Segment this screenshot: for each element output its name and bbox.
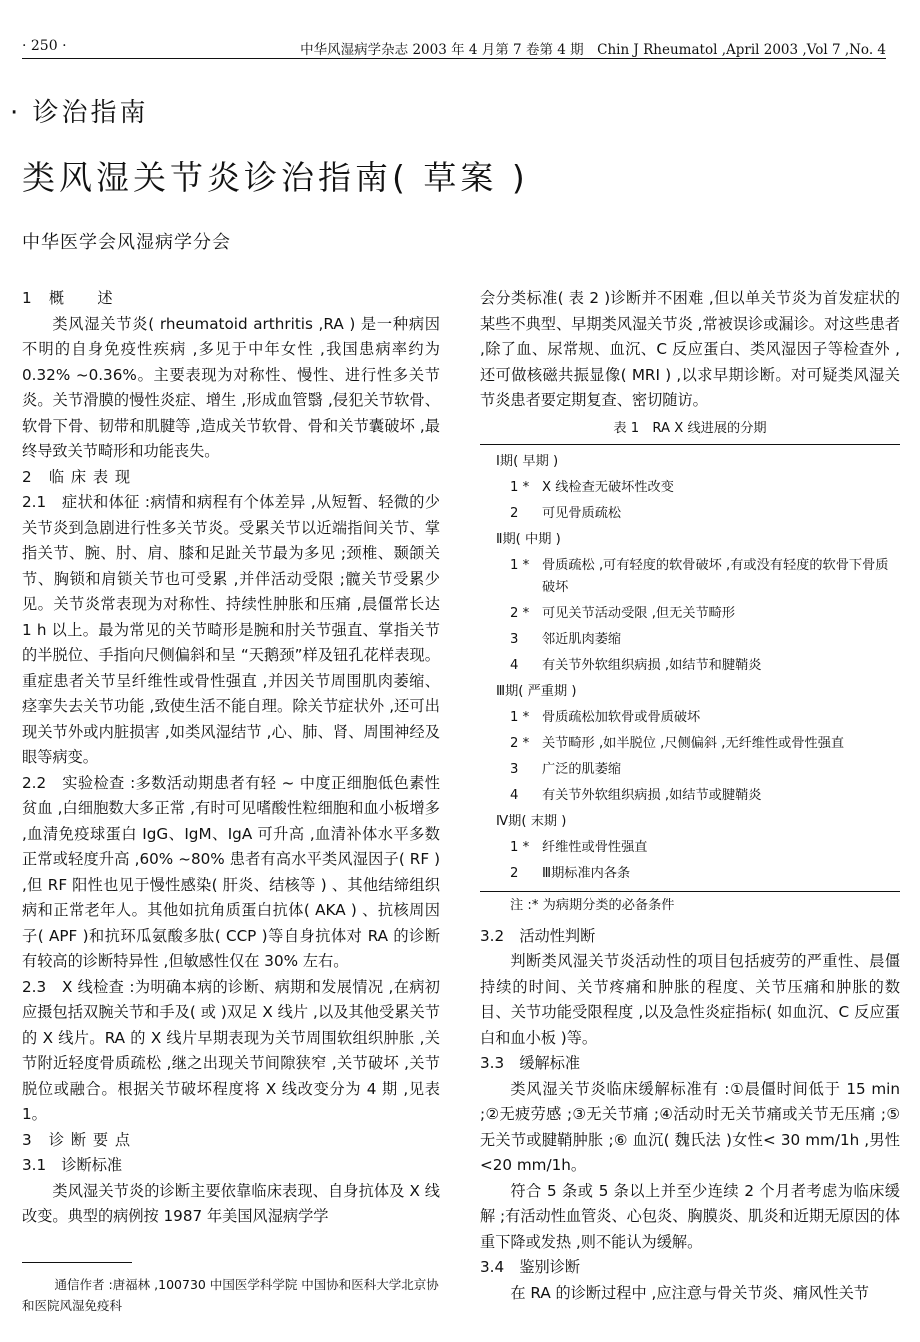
section-3-3-paragraph-1: 类风湿关节炎临床缓解标准有 :①晨僵时间低于 15 min ;②无疲劳感 ;③无关节痛 ;④活动时无关节痛或关节无压痛 ;⑤无关节或腱鞘肿胀 ;⑥ 血沉( 魏氏法 )女性< 30 mm/1h ,男性<20 mm/1h。 (480, 1079, 900, 1174)
stage-list (480, 445, 900, 891)
stage-title: Ⅲ期( 严重期 ) (496, 683, 577, 699)
criterion-number: 1 * (510, 479, 530, 495)
section-3-3-heading: 3.3 缓解标准 (480, 1054, 581, 1072)
stage-criterion (480, 705, 900, 731)
running-header (22, 36, 886, 59)
criterion-text: 纤维性或骨性强直 (542, 839, 648, 855)
left-column (22, 286, 440, 1230)
section-2-3-paragraph: 2.3 X 线检查 :为明确本病的诊断、病期和发展情况 ,在病初应摄包括双腕关节和手及( 或 )双足 X 线片 ,以及其他受累关节的 X 线片。RA 的 X 线片早期表现为关节周围软组织肿胀 ,关节附近轻度骨质疏松 ,继之出现关节间隙狭窄 ,关节破坏 ,关节脱位或融合。根据关节破坏程度将 X 线改变分为 4 期 ,见表 1。 (22, 977, 440, 1123)
stage-criterion (480, 627, 900, 653)
footnote-divider (22, 1262, 132, 1263)
stage-title: Ⅳ期( 末期 ) (496, 813, 567, 829)
table-note: 注 :* 为病期分类的必备条件 (510, 897, 675, 913)
table-1 (480, 416, 900, 920)
criterion-number: 3 (510, 761, 519, 777)
stage-criterion (480, 731, 900, 757)
section-tag: · 诊治指南 (10, 98, 149, 128)
criterion-number: 1 * (510, 839, 530, 855)
criterion-text: 骨质疏松加软骨或骨质破坏 (542, 709, 701, 725)
criterion-text: 关节畸形 ,如半脱位 ,尺侧偏斜 ,无纤维性或骨性强直 (542, 735, 845, 751)
journal-citation: 中华风湿病学杂志 2003 年 4 月第 7 卷第 4 期 Chin J Rheumatol ,April 2003 ,Vol 7 ,No. 4 (300, 42, 886, 58)
table-caption: 表 1 RA X 线进展的分期 (613, 420, 767, 436)
continued-paragraph: 会分类标准( 表 2 )诊断并不困难 ,但以单关节炎为首发症状的某些不典型、早期类风湿关节炎 ,常被误诊或漏诊。对这些患者 ,除了血、尿常规、血沉、C 反应蛋白、类风湿因子等检查外 ,还可做核磁共振显像( MRI ) ,以求早期诊断。对可疑类风湿关节炎患者要定期复查、密切随访。 (480, 289, 900, 409)
criterion-number: 1 * (510, 557, 530, 573)
stage-criterion (480, 601, 900, 627)
section-3-3-paragraph-2: 符合 5 条或 5 条以上并至少连续 2 个月者考虑为临床缓解 ;有活动性血管炎、心包炎、胸膜炎、肌炎和近期无原因的体重下降或发热 ,则不能认为缓解。 (480, 1181, 901, 1251)
corresponding-author-note: 通信作者 :唐福林 ,100730 中国医学科学院 中国协和医科大学北京协和医院风湿免疫科 (22, 1277, 439, 1313)
stage-criterion (480, 783, 900, 809)
criterion-text: 有关节外软组织病损 ,如结节和腱鞘炎 (542, 657, 762, 673)
stage-title: Ⅱ期( 中期 ) (496, 531, 561, 547)
stage-criterion (480, 475, 900, 501)
criterion-number: 3 (510, 631, 519, 647)
criterion-number: 4 (510, 787, 519, 803)
criterion-text: 有关节外软组织病损 ,如结节或腱鞘炎 (542, 787, 762, 803)
page-number: · 250 · (22, 38, 67, 54)
section-2-heading: 2 临 床 表 现 (22, 467, 132, 486)
section-3-heading: 3 诊 断 要 点 (22, 1130, 132, 1149)
section-3-2-paragraph: 判断类风湿关节炎活动性的项目包括疲劳的严重性、晨僵持续的时间、关节疼痛和肿胀的程度、关节压痛和肿胀的数目、关节功能受限程度 ,以及急性炎症指标( 如血沉、C 反应蛋白和血小板 )等。 (480, 952, 900, 1047)
section-1-paragraph: 类风湿关节炎( rheumatoid arthritis ,RA ) 是一种病因不明的自身免疫性疾病 ,多见于中年女性 ,我国患病率约为 0.32% ~0.36%。主要表现为对称性、慢性、进行性多关节炎。关节滑膜的慢性炎症、增生 ,形成血管翳 ,侵犯关节软骨、软骨下骨、韧带和肌腱等 ,造成关节软骨、骨和关节囊破坏 ,最终导致关节畸形和功能丧失。 (22, 314, 440, 460)
criterion-number: 2 * (510, 605, 530, 621)
criterion-text: 邻近肌肉萎缩 (542, 631, 622, 647)
stage-criterion (480, 757, 900, 783)
stage-criterion (480, 861, 900, 887)
criterion-number: 2 (510, 505, 519, 521)
section-3-1-paragraph: 类风湿关节炎的诊断主要依靠临床表现、自身抗体及 X 线改变。典型的病例按 1987 年美国风湿病学学 (22, 1181, 440, 1225)
criterion-text: Ⅲ期标准内各条 (542, 865, 631, 881)
section-2-1-paragraph: 2.1 症状和体征 :病情和病程有个体差异 ,从短暂、轻微的少关节炎到急剧进行性多关节炎。受累关节以近端指间关节、掌指关节、腕、肘、肩、膝和足趾关节最为多见 ;颈椎、颞颌关节、胸锁和肩锁关节也可受累 ,并伴活动受限 ;髋关节受累少见。关节炎常表现为对称性、持续性肿胀和压痛 ,晨僵常长达 1 h 以上。最为常见的关节畸形是腕和肘关节强直、掌指关节的半脱位、手指向尺侧偏斜和呈 “天鹅颈”样及钮孔花样表现。重症患者关节呈纤维性或骨性强直 ,并因关节周围肌肉萎缩、痉挛失去关节功能 ,致使生活不能自理。除关节症状外 ,还可出现关节外或内脏损害 ,如类风湿结节 ,心、肺、肾、周围神经及眼等病变。 (22, 493, 440, 766)
stage-criterion (480, 501, 900, 527)
right-column (480, 286, 900, 1306)
section-3-1-heading: 3.1 诊断标准 (22, 1156, 123, 1174)
criterion-text: 可见骨质疏松 (542, 505, 622, 521)
section-3-4-heading: 3.4 鉴别诊断 (480, 1258, 581, 1276)
criterion-number: 4 (510, 657, 519, 673)
footnote (22, 1274, 440, 1316)
section-1-heading: 1 概 述 (22, 289, 114, 307)
criterion-text: 可见关节活动受限 ,但无关节畸形 (542, 605, 736, 621)
criterion-text: 骨质疏松 ,可有轻度的软骨破坏 ,有或没有轻度的软骨下骨质破坏 (542, 557, 889, 595)
article-author: 中华医学会风湿病学分会 (22, 232, 231, 253)
criterion-number: 2 * (510, 735, 530, 751)
section-3-4-paragraph: 在 RA 的诊断过程中 ,应注意与骨关节炎、痛风性关节 (510, 1283, 869, 1302)
criterion-text: X 线检查无破坏性改变 (542, 479, 674, 495)
article-title: 类风湿关节炎诊治指南( 草案 ) (22, 158, 529, 197)
stage-title: Ⅰ期( 早期 ) (496, 453, 559, 469)
stage-criterion (480, 653, 900, 679)
stage-criterion (480, 835, 900, 861)
section-3-2-heading: 3.2 活动性判断 (480, 926, 596, 945)
section-2-2-paragraph: 2.2 实验检查 :多数活动期患者有轻 ~ 中度正细胞低色素性贫血 ,白细胞数大多正常 ,有时可见嗜酸性粒细胞和血小板增多 ,血清免疫球蛋白 IgG、IgM、IgA 可升高 ,血清补体水平多数正常或轻度升高 ,60% ~80% 患者有高水平类风湿因子( RF ) ,但 RF 阳性也见于慢性感染( 肝炎、结核等 ) 、其他结缔组织病和正常老年人。其他如抗角质蛋白抗体( AKA ) 、抗核周因子( APF )和抗环瓜氨酸多肽( CCP )等自身抗体对 RA 的诊断有较高的诊断特异性 ,但敏感性仅在 30% 左右。 (22, 773, 440, 970)
criterion-number: 2 (510, 865, 519, 881)
criterion-text: 广泛的肌萎缩 (542, 761, 622, 777)
stage-criterion (480, 553, 900, 601)
criterion-number: 1 * (510, 709, 530, 725)
